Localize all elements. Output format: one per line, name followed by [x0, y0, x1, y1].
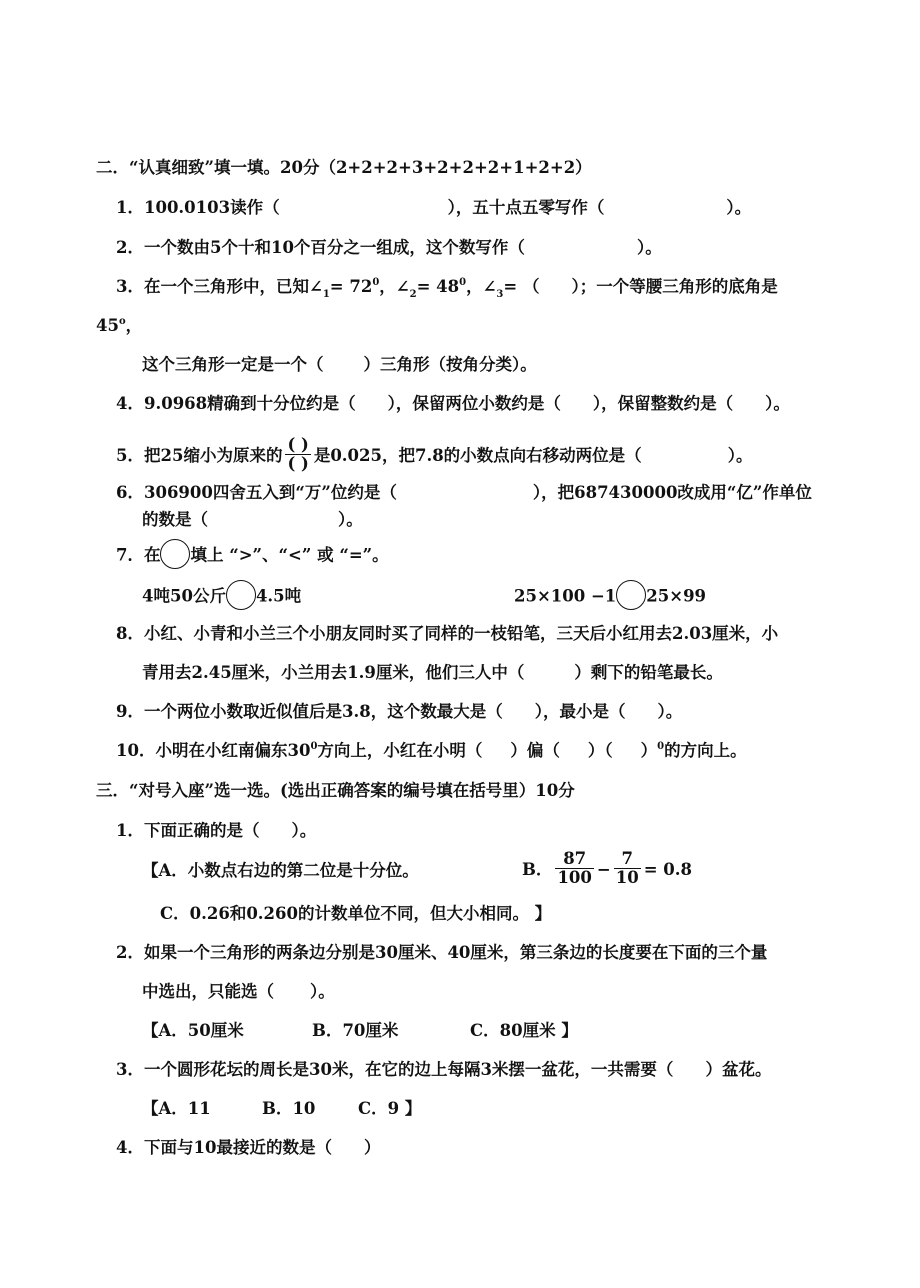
question-2-5: 5．把25缩小为原来的 $\frac{( )}{( )}$ 是0.025，把7.8的小数点向右移动两位是（ ）。 — [116, 435, 753, 473]
question-2-2: 2．一个数由5个十和10个百分之一组成，这个数写作（ ）。 — [116, 238, 662, 257]
section-2-title: 二．“认真细致”填一填。20分（2+2+2+3+2+2+2+1+2+2） — [96, 158, 592, 177]
question-3-3-option-b: B．10 — [262, 1099, 316, 1118]
question-2-8-line2: 青用去2.45厘米，小兰用去1.9厘米，他们三人中（ ）剩下的铅笔最长。 — [142, 663, 723, 682]
question-2-1: 1．100.0103读作（ ），五十点五零写作（ ）。 — [116, 198, 752, 217]
question-3-1-option-a: 【A．小数点右边的第二位是十分位。 — [142, 861, 419, 880]
question-3-1-option-b: B． $\frac{87}{100}$ − $\frac{7}{10}$ = 0.8 — [522, 849, 692, 887]
question-3-3: 3．一个圆形花坛的周长是30米，在它的边上每隔3米摆一盆花，一共需要（ ）盆花。 — [116, 1060, 772, 1079]
question-2-9: 9．一个两位小数取近似值后是3.8，这个数最大是（ ），最小是（ ）。 — [116, 702, 683, 721]
question-2-3-line2: 这个三角形一定是一个（ ）三角形（按角分类）。 — [142, 355, 537, 374]
question-2-7-item1: 4吨50公斤 4.5吨 — [142, 582, 301, 612]
question-2-8: 8．小红、小青和小兰三个小朋友同时买了同样的一枝铅笔，三天后小红用去2.03厘米，小 — [116, 624, 779, 643]
question-3-2-option-b: B．70厘米 — [312, 1021, 399, 1040]
question-2-10: 10．小明在小红南偏东$30^0$方向上，小红在小明（ ）偏（ ）（ ）$^0$的方向上。 — [116, 741, 747, 760]
question-3-4: 4．下面与10最接近的数是（ ） — [116, 1138, 381, 1157]
compare-circle[interactable] — [616, 580, 646, 610]
question-3-2-option-c: C．80厘米 】 — [470, 1021, 578, 1040]
question-3-2-option-a: 【A．50厘米 — [142, 1021, 244, 1040]
section-3-title: 三．“对号入座”选一选。(选出正确答案的编号填在括号里）10分 — [96, 781, 575, 800]
question-3-3-option-c: C．9 】 — [358, 1099, 422, 1118]
question-2-3-wrap: 45$^o$， — [96, 316, 143, 335]
question-2-6: 6．306900四舍五入到“万”位约是（ ），把687430000改成用“亿”作单位 — [116, 483, 812, 502]
compare-circle[interactable] — [226, 580, 256, 610]
question-3-2-line2: 中选出，只能选（ ）。 — [142, 982, 335, 1001]
question-3-1: 1．下面正确的是（ ）。 — [116, 821, 317, 840]
fraction-blank: $\frac{( )}{( )}$ — [287, 435, 309, 473]
question-3-3-option-a: 【A．11 — [142, 1099, 211, 1118]
question-2-3: 3．在一个三角形中，已知$\angle_1= 72^0$，$\angle_2= 48^0$，$\angle_3=$ （ ）；一个等腰三角形的底角是 — [116, 277, 778, 300]
question-3-1-option-c: C．0.26和0.260的计数单位不同，但大小相同。 】 — [160, 904, 552, 923]
question-3-2: 2．如果一个三角形的两条边分别是30厘米、40厘米，第三条边的长度要在下面的三个量 — [116, 943, 768, 962]
compare-circle[interactable] — [160, 539, 190, 569]
question-2-7-item2: 25×100 −1 25×99 — [514, 582, 706, 612]
question-2-7: 7．在 填上 “>”、“<” 或 “=”。 — [116, 541, 389, 571]
question-2-6-line2: 的数是（ ）。 — [142, 510, 363, 529]
question-2-4: 4．9.0968精确到十分位约是（ ），保留两位小数约是（ ），保留整数约是（ ）。 — [116, 394, 790, 413]
